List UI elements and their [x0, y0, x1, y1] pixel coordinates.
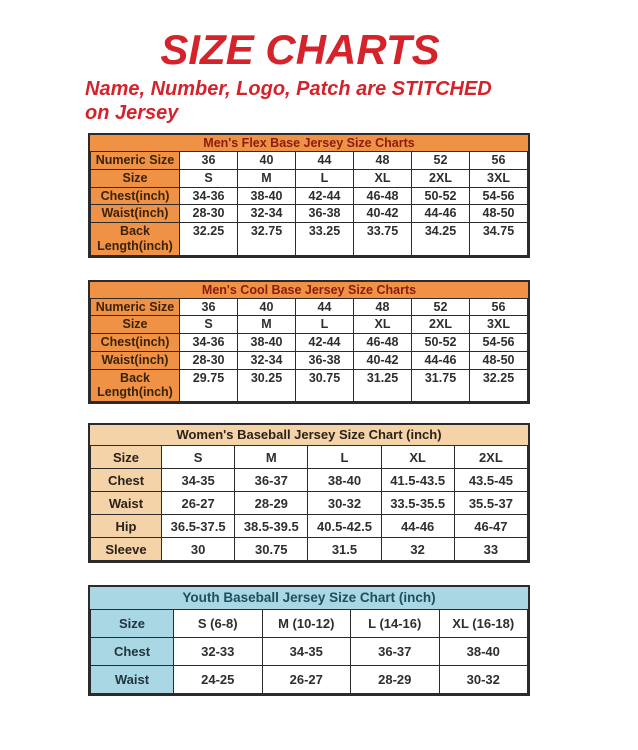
table-title-womens-baseball: Women's Baseball Jersey Size Chart (inch) — [90, 425, 528, 445]
size-cell: 50-52 — [412, 187, 470, 205]
size-cell: 30.75 — [235, 538, 308, 561]
size-cell: XL — [381, 446, 454, 469]
table-row — [91, 446, 528, 469]
size-cell: 34.25 — [412, 223, 470, 256]
table-row — [91, 223, 528, 256]
size-cell: M (10-12) — [262, 610, 351, 638]
size-cell: 33.25 — [296, 223, 354, 256]
size-cell: 41.5-43.5 — [381, 469, 454, 492]
row-label: Back Length(inch) — [91, 369, 180, 402]
size-cell: 48 — [354, 298, 412, 316]
size-cell: 44 — [296, 152, 354, 170]
size-cell: 36-38 — [296, 205, 354, 223]
size-cell: 46-48 — [354, 334, 412, 352]
table-row — [91, 187, 528, 205]
size-cell: 46-48 — [354, 187, 412, 205]
page-title: SIZE CHARTS — [160, 26, 440, 73]
size-cell: 38.5-39.5 — [235, 515, 308, 538]
row-label: Chest — [91, 469, 162, 492]
size-cell: 46-47 — [454, 515, 527, 538]
table-title-youth-baseball: Youth Baseball Jersey Size Chart (inch) — [90, 587, 528, 609]
size-cell: S — [180, 169, 238, 187]
size-cell: 30-32 — [308, 492, 381, 515]
size-cell: 32-34 — [238, 351, 296, 369]
row-label: Chest — [91, 638, 174, 666]
size-cell: 36-37 — [235, 469, 308, 492]
size-cell: 28-30 — [180, 351, 238, 369]
row-label: Back Length(inch) — [91, 223, 180, 256]
row-label: Waist — [91, 666, 174, 694]
table-row — [91, 205, 528, 223]
size-cell: 50-52 — [412, 334, 470, 352]
size-cell: 48-50 — [470, 351, 528, 369]
table-womens-baseball — [88, 423, 530, 563]
size-cell: 56 — [470, 298, 528, 316]
size-cell: 34-36 — [180, 334, 238, 352]
table-row — [91, 469, 528, 492]
row-label: Chest(inch) — [91, 187, 180, 205]
size-cell: 34-35 — [162, 469, 235, 492]
size-cell: 38-40 — [308, 469, 381, 492]
size-cell: 2XL — [454, 446, 527, 469]
table-row — [91, 169, 528, 187]
size-cell: 30-32 — [439, 666, 528, 694]
size-cell: 32.25 — [180, 223, 238, 256]
page-subtitle — [85, 78, 555, 125]
size-cell: 52 — [412, 298, 470, 316]
size-cell: 48 — [354, 152, 412, 170]
size-cell: L — [296, 169, 354, 187]
size-cell: 26-27 — [262, 666, 351, 694]
size-cell: L (14-16) — [351, 610, 440, 638]
row-label: Sleeve — [91, 538, 162, 561]
size-cell: 40 — [238, 152, 296, 170]
size-cell: S — [162, 446, 235, 469]
table-row — [91, 538, 528, 561]
size-cell: S (6-8) — [174, 610, 263, 638]
size-cell: 35.5-37 — [454, 492, 527, 515]
size-cell: 48-50 — [470, 205, 528, 223]
table-row — [91, 316, 528, 334]
size-cell: 44-46 — [412, 351, 470, 369]
row-label: Chest(inch) — [91, 334, 180, 352]
size-cell: L — [296, 316, 354, 334]
size-cell: 36.5-37.5 — [162, 515, 235, 538]
size-cell: 44-46 — [412, 205, 470, 223]
size-cell: 36 — [180, 152, 238, 170]
row-label: Hip — [91, 515, 162, 538]
size-cell: 32.75 — [238, 223, 296, 256]
size-cell: 36-37 — [351, 638, 440, 666]
row-label: Waist — [91, 492, 162, 515]
size-cell: 40-42 — [354, 351, 412, 369]
size-cell: 38-40 — [238, 187, 296, 205]
size-cell: M — [235, 446, 308, 469]
table-row — [91, 369, 528, 402]
size-cell: 31.75 — [412, 369, 470, 402]
size-cell: 30.25 — [238, 369, 296, 402]
size-cell: 30 — [162, 538, 235, 561]
table-title-mens-flex-base: Men's Flex Base Jersey Size Charts — [90, 135, 528, 151]
table-row — [91, 515, 528, 538]
size-cell: 54-56 — [470, 334, 528, 352]
size-cell: 40-42 — [354, 205, 412, 223]
table-row — [91, 298, 528, 316]
size-cell: S — [180, 316, 238, 334]
size-cell: 28-30 — [180, 205, 238, 223]
size-cell: 34.75 — [470, 223, 528, 256]
size-cell: 3XL — [470, 169, 528, 187]
size-cell: 44-46 — [381, 515, 454, 538]
size-cell: 31.25 — [354, 369, 412, 402]
table-row — [91, 334, 528, 352]
size-cell: 40.5-42.5 — [308, 515, 381, 538]
row-label: Size — [91, 169, 180, 187]
row-label: Size — [91, 316, 180, 334]
size-cell: 43.5-45 — [454, 469, 527, 492]
size-cell: XL — [354, 316, 412, 334]
size-cell: 38-40 — [439, 638, 528, 666]
size-cell: 2XL — [412, 169, 470, 187]
size-cell: 34-36 — [180, 187, 238, 205]
size-cell: 36 — [180, 298, 238, 316]
size-cell: 42-44 — [296, 187, 354, 205]
size-cell: 34-35 — [262, 638, 351, 666]
size-cell: 24-25 — [174, 666, 263, 694]
youth-baseball-grid — [90, 609, 528, 694]
size-cell: 28-29 — [235, 492, 308, 515]
size-cell: 28-29 — [351, 666, 440, 694]
size-cell: 40 — [238, 298, 296, 316]
size-cell: XL (16-18) — [439, 610, 528, 638]
size-cell: 30.75 — [296, 369, 354, 402]
size-cell: 3XL — [470, 316, 528, 334]
table-row — [91, 666, 528, 694]
size-cell: 29.75 — [180, 369, 238, 402]
subtitle-line-1: Name, Number, Logo, Patch are STITCHED — [85, 78, 492, 100]
size-cell: M — [238, 169, 296, 187]
size-cell: 52 — [412, 152, 470, 170]
size-cell: 33.5-35.5 — [381, 492, 454, 515]
table-row — [91, 492, 528, 515]
row-label: Waist(inch) — [91, 351, 180, 369]
table-row — [91, 610, 528, 638]
row-label: Numeric Size — [91, 298, 180, 316]
size-cell: 44 — [296, 298, 354, 316]
size-cell: 26-27 — [162, 492, 235, 515]
womens-baseball-grid — [90, 445, 528, 561]
size-cell: 32-33 — [174, 638, 263, 666]
size-cell: M — [238, 316, 296, 334]
size-cell: 42-44 — [296, 334, 354, 352]
size-cell: 38-40 — [238, 334, 296, 352]
mens-flex-base-grid — [90, 151, 528, 256]
size-cell: 2XL — [412, 316, 470, 334]
table-mens-cool-base — [88, 280, 530, 405]
mens-cool-base-grid — [90, 298, 528, 403]
size-cell: 54-56 — [470, 187, 528, 205]
subtitle-line-2: on Jersey — [85, 101, 179, 124]
size-cell: 56 — [470, 152, 528, 170]
table-title-mens-cool-base: Men's Cool Base Jersey Size Charts — [90, 282, 528, 298]
size-cell: 31.5 — [308, 538, 381, 561]
size-cell: 32 — [381, 538, 454, 561]
size-cell: 32-34 — [238, 205, 296, 223]
table-row — [91, 351, 528, 369]
row-label: Waist(inch) — [91, 205, 180, 223]
size-cell: 32.25 — [470, 369, 528, 402]
table-row — [91, 152, 528, 170]
size-cell: L — [308, 446, 381, 469]
table-mens-flex-base — [88, 133, 530, 258]
size-cell: XL — [354, 169, 412, 187]
size-cell: 33 — [454, 538, 527, 561]
row-label: Size — [91, 446, 162, 469]
row-label: Numeric Size — [91, 152, 180, 170]
row-label: Size — [91, 610, 174, 638]
table-row — [91, 638, 528, 666]
size-cell: 36-38 — [296, 351, 354, 369]
size-cell: 33.75 — [354, 223, 412, 256]
table-youth-baseball — [88, 585, 530, 696]
